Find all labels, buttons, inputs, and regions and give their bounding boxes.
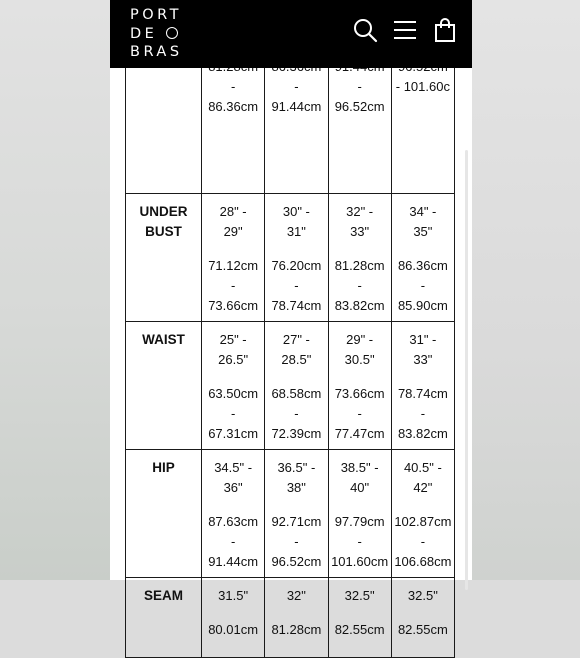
inch-value: 38.5" - — [340, 459, 379, 475]
size-cell — [202, 321, 265, 449]
inch-value: 38" — [286, 479, 306, 495]
inch-value: 30" - — [282, 203, 310, 219]
cm-range — [265, 606, 327, 640]
cm-value: 96.52cm — [271, 553, 322, 569]
cm-value: 81.28cm — [334, 257, 385, 273]
inch-value: 32" - — [346, 203, 374, 219]
inch-value: 26.5" — [218, 351, 249, 367]
size-cell — [328, 193, 391, 321]
cm-value: - — [420, 533, 426, 549]
inch-value: 31" - — [409, 331, 437, 347]
inch-value: 32.5" — [407, 587, 438, 603]
cm-value: 91.44cm — [271, 99, 322, 114]
cm-value: 86.36cm — [397, 257, 448, 273]
size-cell — [265, 58, 328, 193]
inch-value: 33" — [350, 223, 370, 239]
site-header — [110, 0, 472, 68]
cm-range — [202, 606, 264, 640]
inch-range — [392, 322, 454, 370]
cm-value: 80.01cm — [208, 621, 259, 637]
cm-value: 77.47cm — [334, 425, 385, 441]
measurement-label: SEAM — [143, 587, 183, 603]
size-cell — [328, 577, 391, 657]
size-row — [126, 58, 455, 193]
inch-range — [202, 450, 264, 498]
inch-range — [329, 450, 391, 498]
cm-value: - — [357, 79, 362, 94]
inch-range — [265, 450, 327, 498]
inch-value: 40" — [350, 479, 370, 495]
cm-value: - — [420, 277, 426, 293]
inch-range — [202, 578, 264, 606]
cm-value: 101.60cm — [331, 553, 389, 569]
header-icons — [352, 17, 458, 43]
size-cell — [265, 449, 328, 577]
cm-value: 97.79cm — [334, 513, 385, 529]
inch-range — [265, 322, 327, 370]
size-cell — [328, 449, 391, 577]
search-icon[interactable] — [352, 17, 378, 43]
inch-value: 28.5" — [281, 351, 312, 367]
background-right — [472, 0, 580, 580]
size-cell — [202, 449, 265, 577]
inch-value: 35" — [413, 223, 433, 239]
scrollbar[interactable] — [465, 150, 468, 590]
cm-range — [265, 242, 327, 316]
inch-value: 28" - — [219, 203, 247, 219]
cm-value: - — [230, 79, 236, 94]
inch-range — [392, 578, 454, 606]
size-cell — [202, 577, 265, 657]
measurement-label: HIP — [152, 459, 175, 475]
cm-value: 82.55cm — [397, 621, 448, 637]
size-cell — [202, 193, 265, 321]
cm-value: 92.71cm — [271, 513, 322, 529]
inch-value: 34.5" - — [214, 459, 253, 475]
size-cell — [391, 577, 454, 657]
cm-range — [392, 242, 454, 316]
cm-range — [329, 242, 391, 316]
size-cell — [265, 321, 328, 449]
inch-range — [329, 322, 391, 370]
cm-value: 71.12cm — [208, 257, 259, 273]
size-chart-table — [125, 58, 455, 658]
size-cell — [265, 193, 328, 321]
cm-value: 83.82cm — [397, 425, 448, 441]
cm-value: - — [294, 533, 299, 549]
cm-value: - — [294, 277, 299, 293]
inch-value: 30.5" — [344, 351, 375, 367]
menu-icon[interactable] — [392, 17, 418, 43]
cm-value: - — [230, 533, 236, 549]
cm-value: - — [230, 277, 236, 293]
cm-range — [329, 606, 391, 640]
size-cell — [391, 193, 454, 321]
inch-value: 32.5" — [344, 587, 375, 603]
measurement-label: WAIST — [142, 331, 185, 347]
cm-value: 106.68cm — [394, 553, 452, 569]
size-cell — [391, 321, 454, 449]
size-cell — [328, 321, 391, 449]
cm-value: 68.58cm — [271, 385, 322, 401]
size-row — [126, 321, 455, 449]
inch-range — [265, 194, 327, 242]
cm-range — [392, 498, 454, 572]
cm-range — [265, 370, 327, 444]
cm-value: 96.52cm — [334, 99, 385, 114]
inch-value: 29" - — [346, 331, 374, 347]
inch-value: 31" — [286, 223, 306, 239]
cm-range — [329, 498, 391, 572]
cm-value: 67.31cm — [208, 425, 259, 441]
inch-value: 33" — [413, 351, 433, 367]
logo-row-3: BRAS — [130, 44, 183, 60]
brand-logo[interactable] — [130, 6, 183, 62]
cm-value: 87.63cm — [208, 513, 259, 529]
cm-range — [202, 498, 264, 572]
inch-range — [329, 194, 391, 242]
inch-range — [329, 578, 391, 606]
inch-value: 27" - — [282, 331, 310, 347]
cm-range — [392, 370, 454, 444]
cm-value: 102.87cm — [394, 513, 452, 529]
inch-value: 25" - — [219, 331, 247, 347]
cm-value: - — [420, 405, 426, 421]
cm-value: - 101.60c — [395, 79, 450, 94]
cm-range — [202, 370, 264, 444]
size-row-label — [126, 577, 202, 657]
cm-value: 85.90cm — [397, 297, 448, 313]
measurement-label: UNDER BUST — [139, 203, 188, 239]
cm-value: - — [294, 405, 299, 421]
inch-value: 40.5" - — [403, 459, 442, 475]
inch-range — [202, 322, 264, 370]
inch-value: 36.5" - — [277, 459, 316, 475]
size-cell — [391, 58, 454, 193]
inch-value: 36" — [223, 479, 243, 495]
cm-range — [329, 370, 391, 444]
size-row-label — [126, 321, 202, 449]
cm-value: - — [357, 533, 362, 549]
background-left — [0, 0, 110, 580]
size-row — [126, 577, 455, 657]
size-cell — [265, 577, 328, 657]
cm-value: 73.66cm — [334, 385, 385, 401]
size-cell — [391, 449, 454, 577]
inch-value: 34" - — [409, 203, 437, 219]
cm-value: 83.82cm — [334, 297, 385, 313]
cm-value: - — [294, 79, 299, 94]
logo-row-2: DE — [130, 25, 183, 44]
cm-value: - — [230, 405, 236, 421]
inch-range — [392, 450, 454, 498]
size-row-label — [126, 58, 202, 193]
size-row — [126, 193, 455, 321]
cm-value: 72.39cm — [271, 425, 322, 441]
cm-value: 78.74cm — [397, 385, 448, 401]
cm-range — [265, 498, 327, 572]
cm-value: 86.36cm — [208, 99, 259, 114]
inch-value: 32" — [286, 587, 306, 603]
cm-value: 82.55cm — [334, 621, 385, 637]
cm-value: - — [357, 277, 362, 293]
size-row-label — [126, 449, 202, 577]
cm-value: 73.66cm — [208, 297, 259, 313]
cm-value: 63.50cm — [208, 385, 259, 401]
inch-range — [392, 194, 454, 242]
phone-screen — [110, 0, 472, 637]
logo-circle-mark — [166, 27, 178, 39]
cm-value: 81.28cm — [271, 621, 322, 637]
cm-value: 91.44cm — [208, 553, 259, 569]
size-cell — [328, 58, 391, 193]
inch-range — [265, 578, 327, 606]
cm-value: - — [357, 405, 362, 421]
size-row-label — [126, 193, 202, 321]
cm-range — [202, 242, 264, 316]
inch-range — [202, 194, 264, 242]
size-cell — [202, 58, 265, 193]
size-row — [126, 449, 455, 577]
cart-icon[interactable] — [432, 17, 458, 43]
logo-row-1: PORT — [130, 7, 183, 23]
cm-value: 76.20cm — [271, 257, 322, 273]
inch-value: 29" — [223, 223, 243, 239]
inch-value: 42" — [413, 479, 433, 495]
inch-value: 31.5" — [218, 587, 249, 603]
cm-value: 78.74cm — [271, 297, 322, 313]
cm-range — [392, 606, 454, 640]
